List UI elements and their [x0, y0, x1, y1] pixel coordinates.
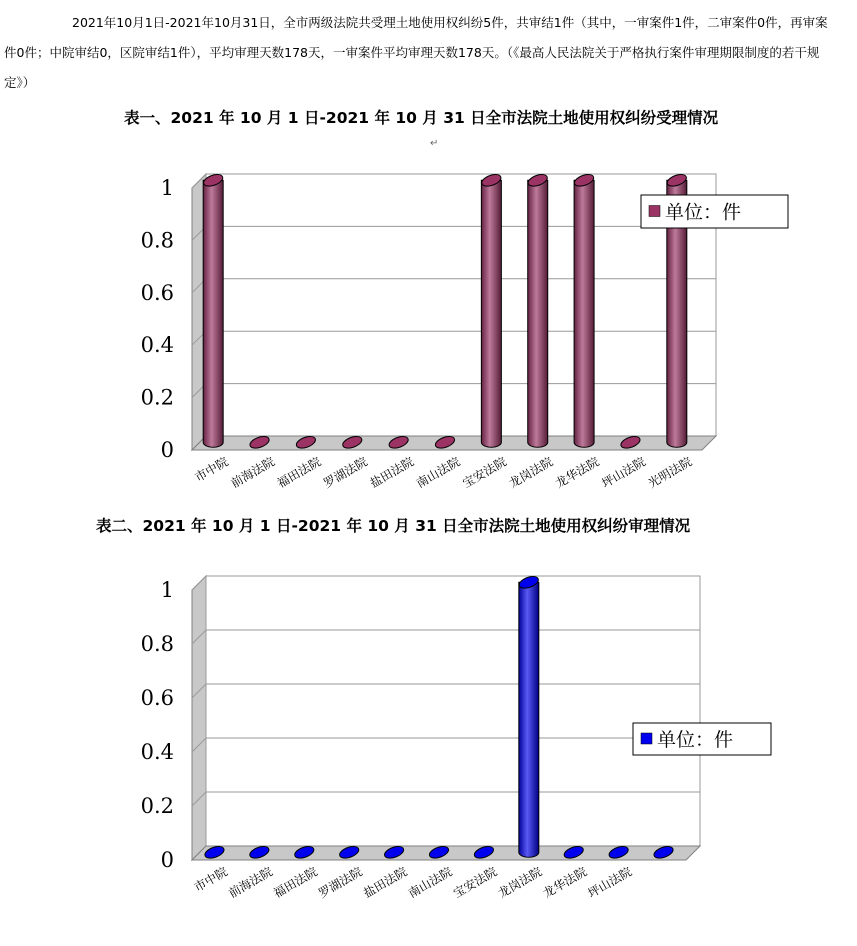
intro-paragraph: 2021年10月1日-2021年10月31日，全市两级法院共受理土地使用权纠纷5件，共审结1件（其中，一审案件1件，二审案件0件，再审案件0件；中院审结0，区院审结1件），平均审理天数178天，一审案件平均审理天数178天。（《最高人民法院关于严格执行案件审理期限制度的若干规定》） — [4, 15, 828, 90]
bar — [528, 180, 548, 447]
x-tick-label: 盐田法院 — [367, 454, 417, 491]
x-tick-label: 市中院 — [192, 454, 231, 485]
y-tick-label: 0.2 — [140, 385, 174, 410]
back-wall — [206, 174, 716, 436]
x-tick-label: 罗湖法院 — [321, 454, 370, 491]
y-tick-label: 0.4 — [140, 740, 174, 764]
bar — [574, 180, 594, 447]
chart-2-title: 表二、2021 年 10 月 1 日-2021 年 10 月 31 日全市法院土地使用权纠纷审理情况 — [96, 517, 691, 535]
y-tick-label: 0.4 — [140, 333, 174, 358]
x-tick-label: 坪山法院 — [599, 454, 648, 491]
legend-swatch — [641, 733, 652, 744]
y-tick-label: 1 — [160, 578, 174, 602]
bar — [519, 582, 539, 857]
bar — [203, 180, 223, 447]
x-tick-label: 市中院 — [191, 864, 230, 895]
paragraph-mark-icon: ↵ — [430, 138, 439, 149]
legend-label: 单位：件 — [665, 201, 742, 224]
bar — [481, 180, 501, 447]
side-wall — [192, 576, 206, 860]
y-tick-label: 0 — [160, 438, 174, 462]
y-tick-label: 0.8 — [140, 632, 174, 656]
x-tick-label: 罗湖法院 — [316, 864, 365, 901]
chart-2 — [0, 568, 857, 946]
x-tick-label: 前海法院 — [228, 454, 278, 491]
y-tick-label: 0.6 — [140, 686, 174, 710]
x-tick-label: 光明法院 — [645, 454, 695, 491]
x-tick-label: 龙华法院 — [540, 864, 590, 901]
x-tick-label: 龙岗法院 — [495, 864, 545, 901]
x-tick-label: 龙岗法院 — [506, 454, 556, 491]
x-tick-label: 南山法院 — [413, 454, 463, 491]
x-tick-label: 龙华法院 — [553, 454, 602, 491]
x-tick-label: 福田法院 — [274, 454, 324, 491]
x-tick-label: 宝安法院 — [460, 454, 509, 491]
chart-1-title: 表一、2021 年 10 月 1 日-2021 年 10 月 31 日全市法院土地使用权纠纷受理情况 — [124, 109, 719, 127]
x-tick-label: 前海法院 — [226, 864, 275, 901]
chart-1 — [0, 160, 857, 510]
y-tick-label: 0.2 — [140, 794, 174, 818]
legend-label: 单位：件 — [657, 729, 734, 751]
x-tick-label: 盐田法院 — [361, 864, 410, 901]
x-tick-label: 南山法院 — [405, 864, 455, 901]
y-tick-label: 0.6 — [140, 280, 174, 305]
y-tick-label: 0.8 — [140, 228, 174, 253]
x-tick-label: 坪山法院 — [585, 864, 635, 901]
y-tick-label: 1 — [160, 176, 174, 200]
back-wall — [206, 576, 700, 846]
x-tick-label: 宝安法院 — [450, 864, 500, 901]
x-tick-label: 福田法院 — [271, 864, 320, 901]
legend-swatch — [649, 206, 660, 217]
y-tick-label: 0 — [160, 848, 174, 872]
